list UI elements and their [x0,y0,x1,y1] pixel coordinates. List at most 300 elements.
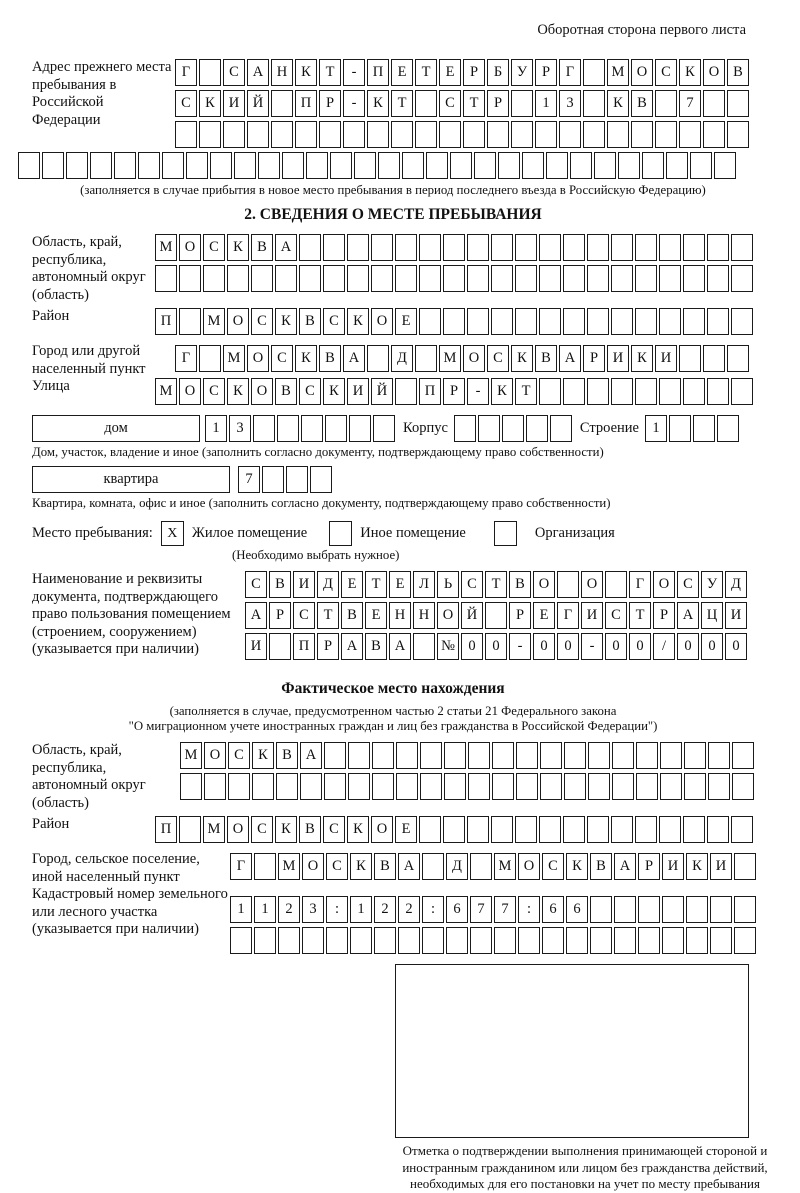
prev-address-row-3[interactable] [175,121,751,148]
char-cell[interactable]: Е [341,571,363,598]
char-cell[interactable]: С [251,308,273,335]
char-cell[interactable]: А [559,345,581,372]
char-cell[interactable]: Р [638,853,660,880]
char-cell[interactable] [686,927,708,954]
char-cell[interactable] [587,234,609,261]
char-cell[interactable]: К [350,853,372,880]
char-cell[interactable] [439,121,461,148]
char-cell[interactable] [539,265,561,292]
char-cell[interactable]: Р [583,345,605,372]
char-cell[interactable] [655,90,677,117]
char-cell[interactable] [659,816,681,843]
char-cell[interactable] [228,773,250,800]
char-cell[interactable]: У [511,59,533,86]
char-cell[interactable] [636,773,658,800]
char-cell[interactable] [559,121,581,148]
char-cell[interactable]: М [607,59,629,86]
char-cell[interactable] [415,121,437,148]
char-cell[interactable] [66,152,88,179]
char-cell[interactable]: В [590,853,612,880]
char-cell[interactable]: 7 [470,896,492,923]
char-cell[interactable]: С [655,59,677,86]
char-cell[interactable] [611,816,633,843]
char-cell[interactable]: 3 [229,415,251,442]
char-cell[interactable]: Т [463,90,485,117]
char-cell[interactable]: - [343,59,365,86]
char-cell[interactable]: О [179,378,201,405]
char-cell[interactable] [348,742,370,769]
char-cell[interactable] [491,265,513,292]
char-cell[interactable] [491,816,513,843]
char-cell[interactable] [247,121,269,148]
char-cell[interactable]: Ь [437,571,459,598]
char-cell[interactable] [611,308,633,335]
char-cell[interactable] [635,265,657,292]
char-cell[interactable]: Т [629,602,651,629]
char-cell[interactable] [539,234,561,261]
char-cell[interactable] [276,773,298,800]
char-cell[interactable]: К [679,59,701,86]
char-cell[interactable]: Н [413,602,435,629]
char-cell[interactable] [491,234,513,261]
char-cell[interactable] [714,152,736,179]
checkbox-residential[interactable]: X [161,521,184,546]
char-cell[interactable]: И [347,378,369,405]
char-cell[interactable] [727,345,749,372]
char-cell[interactable] [587,816,609,843]
char-cell[interactable]: Р [319,90,341,117]
char-cell[interactable]: К [347,816,369,843]
char-cell[interactable] [662,896,684,923]
char-cell[interactable] [642,152,664,179]
char-cell[interactable] [347,265,369,292]
char-cell[interactable] [734,927,756,954]
char-cell[interactable] [511,121,533,148]
char-cell[interactable]: В [365,633,387,660]
char-cell[interactable] [443,265,465,292]
char-cell[interactable] [557,571,579,598]
char-cell[interactable]: О [631,59,653,86]
char-cell[interactable] [732,742,754,769]
char-cell[interactable]: К [491,378,513,405]
char-cell[interactable] [703,90,725,117]
char-cell[interactable] [707,816,729,843]
char-cell[interactable]: Е [439,59,461,86]
char-cell[interactable]: К [347,308,369,335]
char-cell[interactable] [299,234,321,261]
document-row-2[interactable] [245,602,749,629]
char-cell[interactable]: 2 [398,896,420,923]
char-cell[interactable]: Т [515,378,537,405]
char-cell[interactable] [635,234,657,261]
char-cell[interactable] [347,234,369,261]
char-cell[interactable]: В [535,345,557,372]
char-cell[interactable] [522,152,544,179]
char-cell[interactable]: Е [391,59,413,86]
char-cell[interactable]: - [509,633,531,660]
char-cell[interactable]: С [223,59,245,86]
char-cell[interactable] [350,927,372,954]
char-cell[interactable] [310,466,332,493]
char-cell[interactable] [402,152,424,179]
char-cell[interactable] [286,466,308,493]
char-cell[interactable]: М [180,742,202,769]
char-cell[interactable] [590,927,612,954]
char-cell[interactable]: К [566,853,588,880]
fact-region-row-2[interactable] [180,773,756,800]
char-cell[interactable] [420,773,442,800]
char-cell[interactable]: О [302,853,324,880]
char-cell[interactable] [415,90,437,117]
char-cell[interactable]: С [228,742,250,769]
char-cell[interactable]: 7 [494,896,516,923]
char-cell[interactable] [607,121,629,148]
char-cell[interactable] [348,773,370,800]
char-cell[interactable] [199,59,221,86]
char-cell[interactable] [396,773,418,800]
char-cell[interactable] [319,121,341,148]
char-cell[interactable]: Т [317,602,339,629]
apartment-cells[interactable] [238,466,334,493]
char-cell[interactable] [470,853,492,880]
char-cell[interactable] [443,234,465,261]
char-cell[interactable] [539,308,561,335]
char-cell[interactable] [516,773,538,800]
char-cell[interactable] [498,152,520,179]
char-cell[interactable]: О [653,571,675,598]
char-cell[interactable] [588,773,610,800]
char-cell[interactable] [262,466,284,493]
char-cell[interactable] [611,378,633,405]
char-cell[interactable] [660,773,682,800]
char-cell[interactable]: С [245,571,267,598]
char-cell[interactable]: 0 [629,633,651,660]
char-cell[interactable]: Е [533,602,555,629]
char-cell[interactable] [138,152,160,179]
char-cell[interactable]: К [275,816,297,843]
char-cell[interactable]: В [374,853,396,880]
char-cell[interactable]: В [727,59,749,86]
char-cell[interactable] [631,121,653,148]
char-cell[interactable]: Р [653,602,675,629]
char-cell[interactable] [707,308,729,335]
char-cell[interactable] [635,308,657,335]
char-cell[interactable]: 0 [485,633,507,660]
char-cell[interactable] [419,265,441,292]
char-cell[interactable]: О [227,816,249,843]
char-cell[interactable] [271,90,293,117]
char-cell[interactable] [717,415,739,442]
char-cell[interactable]: 1 [230,896,252,923]
char-cell[interactable]: С [326,853,348,880]
char-cell[interactable]: С [542,853,564,880]
char-cell[interactable] [727,121,749,148]
char-cell[interactable]: Г [230,853,252,880]
char-cell[interactable]: С [175,90,197,117]
char-cell[interactable]: 0 [461,633,483,660]
char-cell[interactable]: И [293,571,315,598]
char-cell[interactable]: 2 [374,896,396,923]
char-cell[interactable] [583,59,605,86]
char-cell[interactable]: А [247,59,269,86]
char-cell[interactable] [710,927,732,954]
char-cell[interactable]: С [299,378,321,405]
char-cell[interactable]: - [581,633,603,660]
char-cell[interactable] [708,773,730,800]
char-cell[interactable] [515,308,537,335]
char-cell[interactable]: В [276,742,298,769]
char-cell[interactable] [419,816,441,843]
char-cell[interactable] [515,234,537,261]
char-cell[interactable] [223,121,245,148]
char-cell[interactable]: Ц [701,602,723,629]
char-cell[interactable] [398,927,420,954]
char-cell[interactable] [199,345,221,372]
char-cell[interactable] [446,927,468,954]
char-cell[interactable] [690,152,712,179]
char-cell[interactable] [422,927,444,954]
char-cell[interactable] [732,773,754,800]
char-cell[interactable] [563,816,585,843]
char-cell[interactable]: О [371,816,393,843]
char-cell[interactable] [660,742,682,769]
char-cell[interactable]: П [155,308,177,335]
char-cell[interactable] [413,633,435,660]
char-cell[interactable]: О [247,345,269,372]
char-cell[interactable]: С [461,571,483,598]
char-cell[interactable]: О [437,602,459,629]
char-cell[interactable] [550,415,572,442]
char-cell[interactable] [707,378,729,405]
char-cell[interactable]: Р [443,378,465,405]
street-row[interactable] [155,378,755,405]
char-cell[interactable]: А [245,602,267,629]
document-row-1[interactable] [245,571,749,598]
char-cell[interactable]: Й [247,90,269,117]
char-cell[interactable]: - [343,90,365,117]
char-cell[interactable] [443,308,465,335]
char-cell[interactable]: М [155,234,177,261]
checkbox-organization[interactable] [494,521,517,546]
prev-address-row-4[interactable] [18,152,754,179]
char-cell[interactable] [450,152,472,179]
char-cell[interactable]: 0 [557,633,579,660]
char-cell[interactable]: О [227,308,249,335]
city-row[interactable] [175,345,751,372]
char-cell[interactable]: О [518,853,540,880]
fact-region-row-1[interactable] [180,742,756,769]
char-cell[interactable] [618,152,640,179]
char-cell[interactable]: О [371,308,393,335]
char-cell[interactable]: Р [535,59,557,86]
char-cell[interactable]: Д [317,571,339,598]
char-cell[interactable] [570,152,592,179]
char-cell[interactable]: А [341,633,363,660]
stroenie-cells[interactable] [645,415,741,442]
char-cell[interactable]: К [295,345,317,372]
char-cell[interactable]: 6 [566,896,588,923]
char-cell[interactable] [468,773,490,800]
char-cell[interactable] [378,152,400,179]
char-cell[interactable]: Т [485,571,507,598]
char-cell[interactable] [90,152,112,179]
char-cell[interactable] [367,121,389,148]
char-cell[interactable] [611,265,633,292]
char-cell[interactable]: А [398,853,420,880]
char-cell[interactable] [162,152,184,179]
char-cell[interactable]: : [422,896,444,923]
char-cell[interactable]: Й [371,378,393,405]
char-cell[interactable]: С [605,602,627,629]
char-cell[interactable]: П [419,378,441,405]
char-cell[interactable] [683,265,705,292]
char-cell[interactable] [611,234,633,261]
char-cell[interactable]: С [293,602,315,629]
char-cell[interactable]: О [581,571,603,598]
char-cell[interactable] [563,308,585,335]
region-row-2[interactable] [155,265,755,292]
char-cell[interactable] [638,927,660,954]
char-cell[interactable]: Г [175,345,197,372]
char-cell[interactable] [708,742,730,769]
char-cell[interactable]: 0 [605,633,627,660]
house-cells[interactable] [205,415,397,442]
document-row-3[interactable] [245,633,749,660]
char-cell[interactable] [323,234,345,261]
char-cell[interactable] [635,816,657,843]
char-cell[interactable]: 1 [350,896,372,923]
char-cell[interactable] [564,742,586,769]
char-cell[interactable] [502,415,524,442]
char-cell[interactable] [371,265,393,292]
char-cell[interactable]: У [701,571,723,598]
char-cell[interactable] [470,927,492,954]
char-cell[interactable]: И [581,602,603,629]
char-cell[interactable]: А [389,633,411,660]
char-cell[interactable]: А [275,234,297,261]
char-cell[interactable] [605,571,627,598]
char-cell[interactable]: / [653,633,675,660]
char-cell[interactable] [186,152,208,179]
char-cell[interactable] [707,265,729,292]
char-cell[interactable] [679,121,701,148]
char-cell[interactable] [684,742,706,769]
char-cell[interactable] [252,773,274,800]
char-cell[interactable]: 3 [302,896,324,923]
char-cell[interactable]: Г [175,59,197,86]
char-cell[interactable] [277,415,299,442]
korpus-cells[interactable] [454,415,574,442]
char-cell[interactable] [683,234,705,261]
char-cell[interactable] [373,415,395,442]
char-cell[interactable]: С [271,345,293,372]
char-cell[interactable]: И [710,853,732,880]
char-cell[interactable] [635,378,657,405]
char-cell[interactable] [354,152,376,179]
char-cell[interactable]: И [655,345,677,372]
char-cell[interactable] [612,773,634,800]
char-cell[interactable]: П [367,59,389,86]
char-cell[interactable] [275,265,297,292]
char-cell[interactable]: И [607,345,629,372]
char-cell[interactable]: А [343,345,365,372]
char-cell[interactable]: В [299,816,321,843]
char-cell[interactable]: П [293,633,315,660]
char-cell[interactable]: В [275,378,297,405]
cadastral-row-1[interactable] [230,896,758,923]
char-cell[interactable]: Й [461,602,483,629]
char-cell[interactable]: : [518,896,540,923]
char-cell[interactable] [474,152,496,179]
cadastral-row-2[interactable] [230,927,758,954]
char-cell[interactable]: Т [319,59,341,86]
char-cell[interactable]: О [703,59,725,86]
char-cell[interactable] [659,308,681,335]
char-cell[interactable]: М [278,853,300,880]
char-cell[interactable]: М [223,345,245,372]
char-cell[interactable] [467,265,489,292]
char-cell[interactable] [349,415,371,442]
char-cell[interactable] [659,234,681,261]
char-cell[interactable]: Д [446,853,468,880]
char-cell[interactable] [638,896,660,923]
char-cell[interactable] [258,152,280,179]
char-cell[interactable]: К [686,853,708,880]
char-cell[interactable] [254,853,276,880]
char-cell[interactable] [227,265,249,292]
char-cell[interactable]: Д [725,571,747,598]
char-cell[interactable] [703,345,725,372]
char-cell[interactable]: С [487,345,509,372]
char-cell[interactable] [659,378,681,405]
char-cell[interactable] [395,265,417,292]
char-cell[interactable] [564,773,586,800]
char-cell[interactable] [703,121,725,148]
char-cell[interactable] [731,378,753,405]
char-cell[interactable]: В [341,602,363,629]
char-cell[interactable] [492,773,514,800]
char-cell[interactable]: С [323,816,345,843]
char-cell[interactable]: 6 [446,896,468,923]
char-cell[interactable] [515,265,537,292]
char-cell[interactable] [707,234,729,261]
char-cell[interactable]: Н [271,59,293,86]
char-cell[interactable] [234,152,256,179]
char-cell[interactable] [199,121,221,148]
char-cell[interactable] [420,742,442,769]
char-cell[interactable] [515,816,537,843]
char-cell[interactable] [179,308,201,335]
char-cell[interactable]: Т [365,571,387,598]
char-cell[interactable] [526,415,548,442]
prev-address-row-2[interactable] [175,90,751,117]
char-cell[interactable]: О [179,234,201,261]
char-cell[interactable]: А [677,602,699,629]
char-cell[interactable]: Е [395,308,417,335]
char-cell[interactable]: К [511,345,533,372]
char-cell[interactable] [391,121,413,148]
char-cell[interactable]: С [677,571,699,598]
char-cell[interactable]: Р [487,90,509,117]
char-cell[interactable] [302,927,324,954]
char-cell[interactable] [155,265,177,292]
char-cell[interactable]: О [533,571,555,598]
char-cell[interactable] [684,773,706,800]
char-cell[interactable] [614,896,636,923]
char-cell[interactable]: С [203,234,225,261]
char-cell[interactable] [210,152,232,179]
char-cell[interactable] [454,415,476,442]
